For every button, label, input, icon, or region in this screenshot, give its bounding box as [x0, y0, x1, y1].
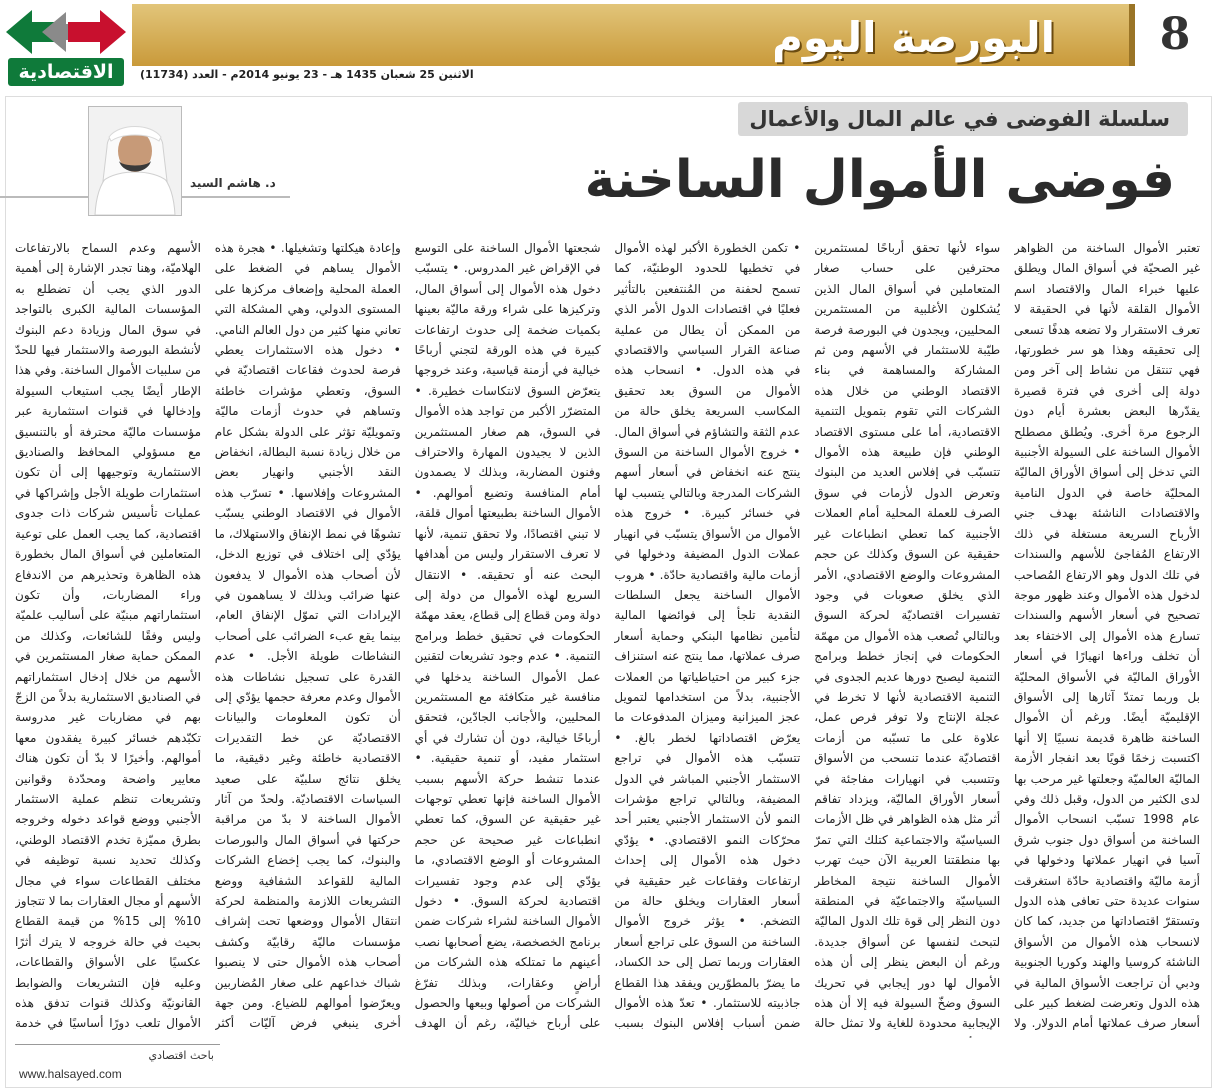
section-banner [132, 4, 1215, 66]
newspaper-logo [0, 0, 132, 92]
author-portrait-icon [89, 107, 181, 215]
author-website-link[interactable]: www.halsayed.com [19, 1067, 122, 1081]
author-role: باحث اقتصادي [148, 1049, 214, 1062]
article-column-1 [1014, 238, 1200, 1038]
masthead [0, 0, 1215, 92]
column-text: سواء لأنها تحقق أرباحًا لمستثمرين محترفين على حساب صغار المتعاملين في أسواق المال الذين يُشكلون الأغلبية من المستثمرين المحليين، ويجدون في البورصة فرصة طيّبة للاستثمار في الأسهم ومن ثم المشاركة والمساهمة في بناء الاقتصاد الوطني من خلال هذه الشركات التي تقوم بتمويل التنمية الاقتصادية، أما على مستوى الاقتصاد الوطني فإن طبيعة هذه الأموال تتسبّب في إفلاس العديد من البنوك وتعرض الدول لأزمات في سوق الصرف للعملة المحلية أمام العملات الأجنبية كما تعطي انطباعات غير حقيقية عن السوق وكذلك عن حجم المشروعات والوضع الاقتصادي، الأمر الذي يخلق صعوبات في وجود تفسيرات اقتصاديّة لحركة السوق وبالتالي تُصعب هذه الأموال من مهمّة الحكومات في إنجاز خطط وبرامج التنمية ليصبح دورها عديم الجدوى في التنمية الاقتصادية لأنها لا تخرط في عجلة الإنتاج ولا توفر فرص عمل، علاوة على ما تسبّبه من أزمات اقتصاديّة عندما تنسحب من الأسواق وتتسبب في انهيارات مفاجئة في أسعار الأوراق الماليّة، ويزداد تفاقم أثر مثل هذه الظواهر في ظل الأزمات السياسيّة والاجتماعية كتلك التي تمرّ بها منطقتنا العربية الآن حيث تهرب الأموال الساخنة نتيجة المخاطر السياسيّة والاجتماعيّة في المنطقة دون النظر إلى قوة تلك الدول الماليّة لتبحث لنفسها عن أسواق جديدة. ورغم أن البعض ينظر إلى أن هذه الأموال لها دور إيجابي في تحريك السوق وضخّ السيولة فيه إلا أن هذه الإيجابية محدودة للغاية ولا تمثل حالة [814, 241, 1001, 1031]
column-text: الأسهم وعدم السماح بالارتفاعات الهلاميّة، وهنا تجدر الإشارة إلى أهمية الدور الذي يجب أن تضطلع به المؤسسات المالية الكبرى بالتواجد في سوق المال وزيادة دعم البنوك لأنشطة البورصة والاستثمار فيها للحدّ من سلبيات الأموال الساخنة. وفي هذا الإطار أيضًا يجب استيعاب السيولة وإدخالها في قنوات استثمارية عبر مؤسسات ماليّة محترفة أو بالتنسيق مع مسؤولي المحافظ والصناديق الاستثمارية وتوجيهها إلى أن تكون استثمارات طويلة الأجل وإشراكها في عمليات تأسيس شركات ذات جدوى اقتصادية، كما يجب العمل على توعية المتعاملين في أسواق المال بخطورة هذه الظاهرة وتحذيرهم من الاندفاع وراء المضاربات، وأن تكون استثماراتهم مبنيّة على أساليب علميّة وليس وفقًا للشائعات، وكذلك من الممكن حماية صغار المستثمرين في الأسهم من خلال إدخال استثماراتهم في الصناديق الاستثمارية بدلاً من الزجّ بهم في مضاربات غير مدروسة تكبّدهم خسائر كبيرة يفقدون معها أموالهم. وأخيرًا لا بدّ أن تكون هناك معايير واضحة ومحدّدة وقوانين وتشريعات تنظم عملية الاستثمار الأجنبي ووضع قواعد دخوله وخروجه بطرق مميّزة تخدم الاقتصاد الوطني، وكذلك تحديد نسبة توظيفه في مختلف القطاعات سواء في مجال الأسهم أو مجال العقارات بما لا تتجاوز 10% إلى 15% من قيمة القطاع بحيث في حالة خروجه لا يترك أثرًا عكسيًا على الأسواق والقطاعات، وعليه فإن التشريعات والضوابط القانونيّة وكذلك قنوات تدفق هذه الأموال تلعب دورًا أساسيًا في خدمة [15, 241, 201, 1031]
author-footer [15, 1044, 220, 1085]
section-title: البورصة اليوم [772, 13, 1055, 62]
headline: فوضى الأموال الساخنة [584, 150, 1175, 210]
article-column-5 [215, 238, 401, 1038]
article-column-2 [814, 238, 1000, 1038]
article-column-6 [15, 238, 201, 1038]
series-title: سلسلة الفوضى في عالم المال والأعمال [749, 107, 1170, 131]
page-number-box [1129, 4, 1215, 66]
article-body [15, 238, 1200, 1038]
column-text: • تكمن الخطورة الأكبر لهذه الأموال في تخطيها للحدود الوطنيّة، كما تسمح لحفنة من المُنتفعين بالتأثير فعليًا في اقتصادات الدول الأمر الذي من الممكن أن يطال من عملية صناعة القرار السياسي والاقتصادي في هذه الدول. • انسحاب هذه الأموال من السوق بعد تحقيق المكاسب السريعة يخلق حالة من عدم الثقة والتشاؤم في أسواق المال. • خروج الأموال الساخنة من السوق ينتج عنه انخفاض في أسعار أسهم الشركات المدرجة وبالتالي يتسبب لها في خسائر كبيرة. • خروج هذه الأموال من الأسواق يتسبّب في انهيار عملات الدول المضيفة ودخولها في أزمات مالية واقتصادية حادّة. • هروب الأموال الساخنة يجعل السلطات النقدية تلجأ إلى فوائضها المالية لتأمين نظامها البنكي وحماية أسعار صرف عملاتها، مما ينتج عنه استنزاف جزء كبير من احتياطياتها من العملات الأجنبية، بدلاً من استخدامها لتمويل عجز الميزانية وميزان المدفوعات ما يعرّض اقتصاداتها لخطر بالغ. • تتسبّب هذه الأموال في تراجع الاستثمار الأجنبي المباشر في الدول المضيفة، وبالتالي تراجع مؤشرات النمو لأن الاستثمار الأجنبي يعتبر أحد محرّكات النمو الاقتصادي. • يؤدّي دخول هذه الأموال إلى إحداث ارتفاعات وفقاعات غير حقيقية في أسعار العقارات ويخلق حالة من التضخم. • يؤثر خروج الأموال الساخنة من السوق على تراجع أسعار العقارات وربما تصل إلى حد الكساد، ما يضرّ بالمطوّرين ويفقد هذا القطاع جاذبيته للاستثمار. • تعدّ هذه الأموال ضمن أسباب إفلاس البنوك بسبب [614, 241, 801, 1031]
arrows-logo-icon [6, 6, 126, 58]
column-text: وإعادة هيكلتها وتشغيلها. • هجرة هذه الأموال يساهم في الضغط على العملة المحلية وإضعاف مركزها على المستوى الدولي، وهي المشكلة التي تعاني منها كثير من دول العالم النامي. • دخول هذه الاستثمارات يعطي فرصة لحدوث فقاعات اقتصاديّة في السوق، وتعطي مؤشرات خاطئة وتساهم في حدوث أزمات ماليّة وتمويليّة تؤثر على الدولة بشكل عام من خلال زيادة نسبة البطالة، انخفاض النقد الأجنبي وانهيار بعض المشروعات وإفلاسها. • تسرّب هذه الأموال في الاقتصاد الوطني يسبّب تشوهًا في نمط الإنفاق والاستهلاك، ما يؤدّي إلى اختلاف في توزيع الدخل، لأن أصحاب هذه الأموال لا يدفعون عنها ضرائب وبذلك لا يساهمون في الإيرادات التي تموّل الإنفاق العام، بينما يقع عبء الضرائب على أصحاب النشاطات طويلة الأجل. • عدم القدرة على تسجيل نشاطات هذه الأموال وعدم معرفة حجمها يؤدّي إلى أن تكون المعلومات والبيانات الاقتصاديّة عن خط التقديرات الاقتصادية خاطئة وغير دقيقية، ما يخلق نتائج سلبيّة على صعيد السياسات الاقتصاديّة. ولحدّ من آثار الأموال الساخنة لا بدّ من مراقبة حركتها في أسواق المال والبورصات والبنوك، كما يجب إخضاع الشركات المالية للقواعد الشفافية ووضع التشريعات اللازمة والمنظمة لحركة انتقال الأموال ووضعها تحت إشراف مؤسسات ماليّة رقابيّة وكشف أصحاب هذه الأموال حتى لا ينصبوا شباك خداعهم على صغار المُضاربين ويعرّضوا أموالهم للضياع. ومن جهة أخرى ينبغي فرض آليّات أكثر [214, 241, 401, 1031]
dateline: الاثنين 25 شعبان 1435 هـ - 23 يونيو 2014م - العدد (11734) [140, 68, 474, 81]
article-column-3 [614, 238, 800, 1038]
author-name: د. هاشم السيد [190, 176, 276, 190]
column-text: شجعتها الأموال الساخنة على التوسع في الإقراض غير المدروس. • يتسبّب دخول هذه الأموال إلى أسواق المال، وتركيزها على شراء ورقة ماليّة بعينها بكميات ضخمة إلى حدوث ارتفاعات كبيرة في هذه الورقة لتجني أرباحًا خيالية في أزمنة قياسية، وعند خروجها يتعرّض السوق لانتكاسات خطيرة. • المتضرّر الأكبر من تواجد هذه الأموال في السوق، هم صغار المستثمرين الذين لا يجيدون المهارة والاحتراف وفنون المضاربة، وبذلك لا يصمدون أمام المنافسة وتضيع أموالهم. • الأموال الساخنة بطبيعتها أموال قلقة، لا تبني اقتصادًا، ولا تحقق تنمية، لأنها لا تعرف الاستقرار وليس من أهدافها البحث عنه أو تحقيقه. • الانتقال السريع لهذه الأموال من دولة إلى دولة ومن قطاع إلى قطاع، يعقد مهمّة الحكومات في تحقيق خطط وبرامج التنمية. • عدم وجود تشريعات لتقنين عمل الأموال الساخنة يدخلها في منافسة غير متكافئة مع المستثمرين المحليين، والأجانب الجادّين، فتحقق أرباحًا خيالية، دون أن تشارك في أي استثمار مفيد، أو تنمية حقيقية. • عندما تنشط حركة الأسهم بسبب الأموال الساخنة فإنها تعطي توجهات غير حقيقية عن السوق، كما تعطي انطباعات غير صحيحة عن حجم المشروعات أو الوضع الاقتصادي، ما يؤدّي إلى عدم وجود تفسيرات اقتصادية لحركة السوق. • دخول الأموال الساخنة لشراء شركات ضمن برنامج الخصخصة، يضع أصحابها نصب أعينهم ما تمتلكه هذه الشركات من أراضٍ وعقارات، وبذلك تفرّغ الشركات من أصولها وبيعها والحصول على أرباح خياليّة، رغم أن الهدف [414, 241, 601, 1031]
author-photo [88, 106, 182, 216]
logo-wordmark: الاقتصادية [8, 58, 124, 86]
page-number: 8 [1159, 9, 1191, 60]
column-text: تعتبر الأموال الساخنة من الظواهر غير الصحيّة في أسواق المال ويطلق عليها خبراء المال والاقتصاد اسم الأموال القلقة لأنها في الحقيقة لا تعرف الاستقرار ولا تضعه هدفًا تسعى إلى تحقيقه وهذا هو سر خطورتها، فهي تنتقل من نشاط إلى آخر ومن دولة إلى أخرى في فترة قصيرة يقدّرها البعض بعشرة أيام دون الرجوع مرة أخرى. ويُطلق مصطلح الأموال الساخنة على السيولة الأجنبية التي تدخل إلى أسواق الأوراق الماليّة المحليّة خاصة في الدول النامية والاقتصادات الناشئة بهدف جني الأرباح السريعة مستغلة في ذلك الارتفاع المُفاجئ للأسهم والسندات في تلك الدول وهو الارتفاع المُصاحب لدخول هذه الأموال وعند ظهور موجة تصحيح في أسعار الأسهم والسندات تسارع هذه الأموال إلى الاختفاء بعد أن تخلف وراءها انهيارًا في أسعار الأوراق الماليّة في الأسواق المحليّة بل وربما تمتدّ آثارها إلى الأسواق الإقليميّة أيضًا. ورغم أن الأموال الساخنة ظاهرة قديمة نسبيًا إلا أنها اكتسبت زخمًا قويًا بعد انفجار الأزمة الماليّة العالميّة وجعلتها غير مرحب بها لدى الكثير من الدول، وقبل ذلك وفي عام 1998 تسبّب انسحاب الأموال الساخنة من أسواق دول جنوب شرق آسيا في انهيار عملاتها ودخولها في أزمة ماليّة واقتصادية حادّة استغرقت سنوات عديدة حتى تعافى هذه الدول وتستقرّ اقتصاداتها من جديد، كما كان لانسحاب هذه الأموال من الأسواق الناشئة كروسيا والهند وكوريا الجنوبية ودبي أن تراجعت الأسواق المالية في هذه الدول وتعرضت لضغط كبير على أسعار صرف عملاتها أمام الدولار. ولا [1013, 241, 1200, 1031]
series-banner [738, 102, 1188, 136]
article-column-4 [415, 238, 601, 1038]
